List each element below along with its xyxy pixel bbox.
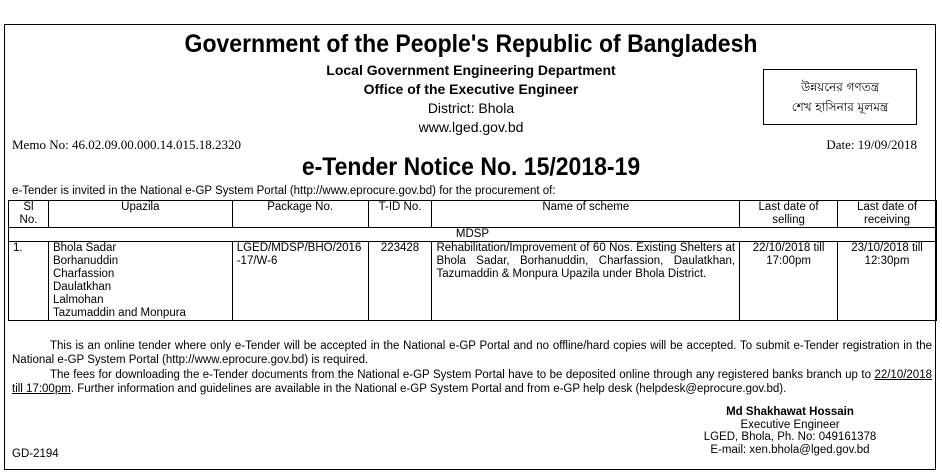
slogan-line-1: উন্নয়নের গণতন্ত্র [800, 80, 880, 94]
notice-date: Date: 19/09/2018 [826, 137, 917, 152]
upazila-item: Borhanuddin [52, 255, 119, 267]
district-name: District: Bhola [427, 100, 515, 116]
signatory-office: LGED, Bhola, Ph. No: 049161378 [703, 431, 877, 443]
paragraph-fees [12, 368, 932, 396]
signatory-name: Md Shakhawat Hossain [726, 406, 854, 418]
table-row [9, 242, 937, 321]
upazila-item: Lalmohan [52, 294, 104, 306]
upazila-item: Daulatkhan [52, 281, 112, 293]
signatory-email[interactable]: E-mail: xen.bhola@lged.gov.bd [710, 443, 870, 456]
tender-table [8, 200, 937, 321]
slogan-box [763, 69, 917, 125]
cell-selling: 22/10/2018 till 17:00pm [740, 242, 838, 321]
header-selling: Last date of selling [740, 201, 838, 228]
cell-upazila [48, 242, 232, 321]
fees-deadline: 22/10/2018 till 17:00pm [12, 369, 932, 395]
gd-number: GD-2194 [12, 448, 59, 460]
upazila-item: Tazumaddin and Monpura [52, 307, 186, 319]
signature-block [640, 406, 940, 456]
header-tid: T-ID No. [368, 201, 432, 228]
header-upazila: Upazila [48, 201, 232, 228]
header-scheme: Name of scheme [432, 201, 740, 228]
slogan-line-2: শেখ হাসিনার মূলমন্ত্র [791, 100, 889, 114]
cell-sl: 1. [9, 242, 49, 321]
section-label: MDSP [9, 228, 937, 242]
signatory-title: Executive Engineer [740, 418, 840, 431]
upazila-item: Bhola Sadar [52, 242, 117, 254]
section-row [9, 228, 937, 242]
memo-number: Memo No: 46.02.09.00.000.14.015.18.2320 [12, 137, 241, 152]
cell-scheme: Rehabilitation/Improvement of 60 Nos. Existing Shelters at Bhola Sadar, Borhanuddin, Charfassion, Daulatkhan, Tazumaddin & Monpura Upazila under Bhola District. [432, 242, 740, 321]
website-link[interactable]: www.lged.gov.bd [418, 119, 524, 135]
fees-text-start: The fees for downloading the e-Tender documents from the National e-GP System Portal have to be deposited online through any registered banks branch up to [50, 369, 875, 381]
header-package: Package No. [232, 201, 368, 228]
notice-title: e-Tender Notice No. 15/2018-19 [301, 153, 641, 181]
intro-text: e-Tender is invited in the National e-GP System Portal (http://www.eprocure.gov.bd) for the procurement of: [12, 185, 556, 197]
cell-receiving: 23/10/2018 till 12:30pm [838, 242, 937, 321]
table-header-row [9, 201, 937, 228]
paragraph-online-tender: This is an online tender where only e-Tender will be accepted in the National e-GP Portal and no offline/hard copies will be accepted. To submit e-Tender registration in the National e-GP System Portal (http://www.eprocure.gov.bd) is required. [12, 340, 932, 366]
department-name: Local Government Engineering Department [326, 62, 616, 78]
government-title: Government of the People's Republic of Bangladesh [184, 30, 758, 58]
header-sl: Sl No. [9, 201, 49, 228]
cell-tid: 223428 [368, 242, 432, 321]
office-name: Office of the Executive Engineer [363, 81, 579, 97]
upazila-item: Charfassion [52, 268, 115, 280]
cell-package: LGED/MDSP/BHO/2016-17/W-6 [232, 242, 368, 321]
fees-text-end: . Further information and guidelines are available in the National e-GP System Portal and from e-GP help desk (helpdesk@eprocure.gov.bd). [70, 383, 787, 395]
header-receiving: Last date of receiving [838, 201, 937, 228]
